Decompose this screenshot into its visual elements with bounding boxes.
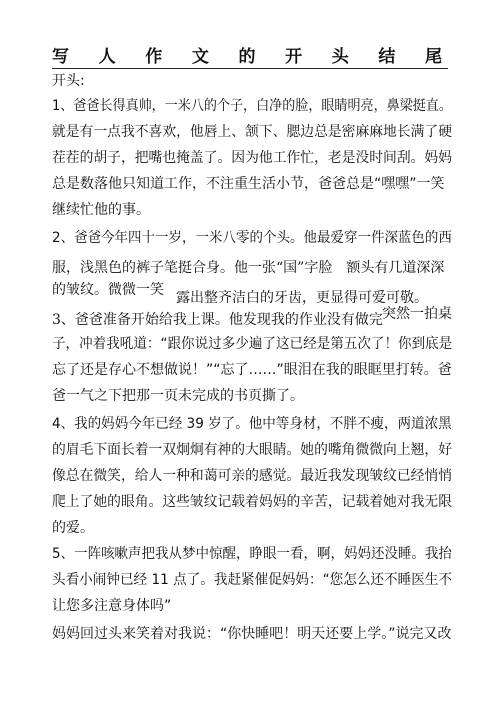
text-line: 爬上了她的眼角。这些皱纹记载着妈妈的辛苦，记载着她对我无限 — [52, 494, 452, 510]
title-char: 人 — [98, 47, 116, 67]
text-line: 的眉毛下面长着一双炯炯有神的大眼睛。她的嘴角微微向上翘，好 — [52, 442, 452, 458]
text-line: 像总在微笑，给人一种和蔼可亲的感觉。最近我发现皱纹已经悄悄 — [52, 468, 452, 484]
title-char: 作 — [145, 47, 163, 67]
text-line: 就是有一点我不喜欢，他唇上、颔下、腮边总是密麻麻地长满了硬 — [52, 124, 452, 140]
text-line: 4、我的妈妈今年已经 39 岁了。他中等身材，不胖不瘦，两道浓黑 — [52, 416, 452, 432]
text-line: 1、爸爸长得真帅，一米八的个子，白净的脸，眼睛明亮，鼻梁挺直。 — [52, 98, 452, 114]
text-line: 子，冲着我吼道：“跟你说过多少遍了这已经是第五次了！你到底是 — [52, 336, 453, 352]
text-line: 露出整齐洁白的牙齿，更显得可爱可敬。 — [176, 290, 428, 306]
text-line: 妈妈回过头来笑着对我说：“你快睡吧！明天还要上学。”说完又改 — [52, 626, 452, 642]
section-label: 开头: — [52, 73, 85, 89]
text-line: 的爱。 — [52, 520, 94, 536]
text-line: 3、爸爸准备开始给我上课。他发现我的作业没有做完 — [52, 312, 383, 328]
text-line: 突然一拍桌 — [382, 306, 452, 322]
title-char: 结 — [378, 47, 396, 67]
text-line: 总是数落他只知道工作，不注重生活小节，爸爸总是“嘿嘿”一笑 — [52, 176, 445, 192]
title-char: 尾 — [425, 47, 442, 67]
title-char: 的 — [238, 47, 256, 67]
title-char: 开 — [285, 47, 303, 67]
title-char: 头 — [331, 47, 349, 67]
document-title — [52, 42, 442, 68]
title-char: 文 — [191, 47, 209, 67]
text-line: 2、爸爸今年四十一岁，一米八零的个头。他最爱穿一件深蓝色的西 — [52, 230, 452, 246]
title-underline — [52, 68, 448, 69]
text-line: 爸一气之下把那一页未完成的书页撕了。 — [52, 388, 304, 404]
text-line: 头看小闹钟已经 11 点了。我赶紧催促妈妈：“您怎么还不睡医生不 — [52, 572, 452, 588]
title-char: 写 — [52, 47, 69, 67]
text-line: 忘了还是存心不想做说！”“忘了……”眼泪在我的眼眶里打转。爸 — [52, 362, 452, 378]
text-line: 继续忙他的事。 — [52, 202, 150, 218]
text-line: 5、一阵咳嗽声把我从梦中惊醒，睁眼一看，啊，妈妈还没睡。我抬 — [52, 546, 452, 562]
text-line: 茬茬的胡子，把嘴也掩盖了。因为他工作忙，老是没时间刮。妈妈 — [52, 150, 452, 166]
text-line: 让您多注意身体吗” — [52, 598, 172, 614]
text-line: 服，浅黑色的裤子笔挺合身。他一张“国”字脸 额头有几道深深 — [52, 260, 445, 276]
text-line: 的皱纹。微微一笑 — [52, 282, 164, 298]
